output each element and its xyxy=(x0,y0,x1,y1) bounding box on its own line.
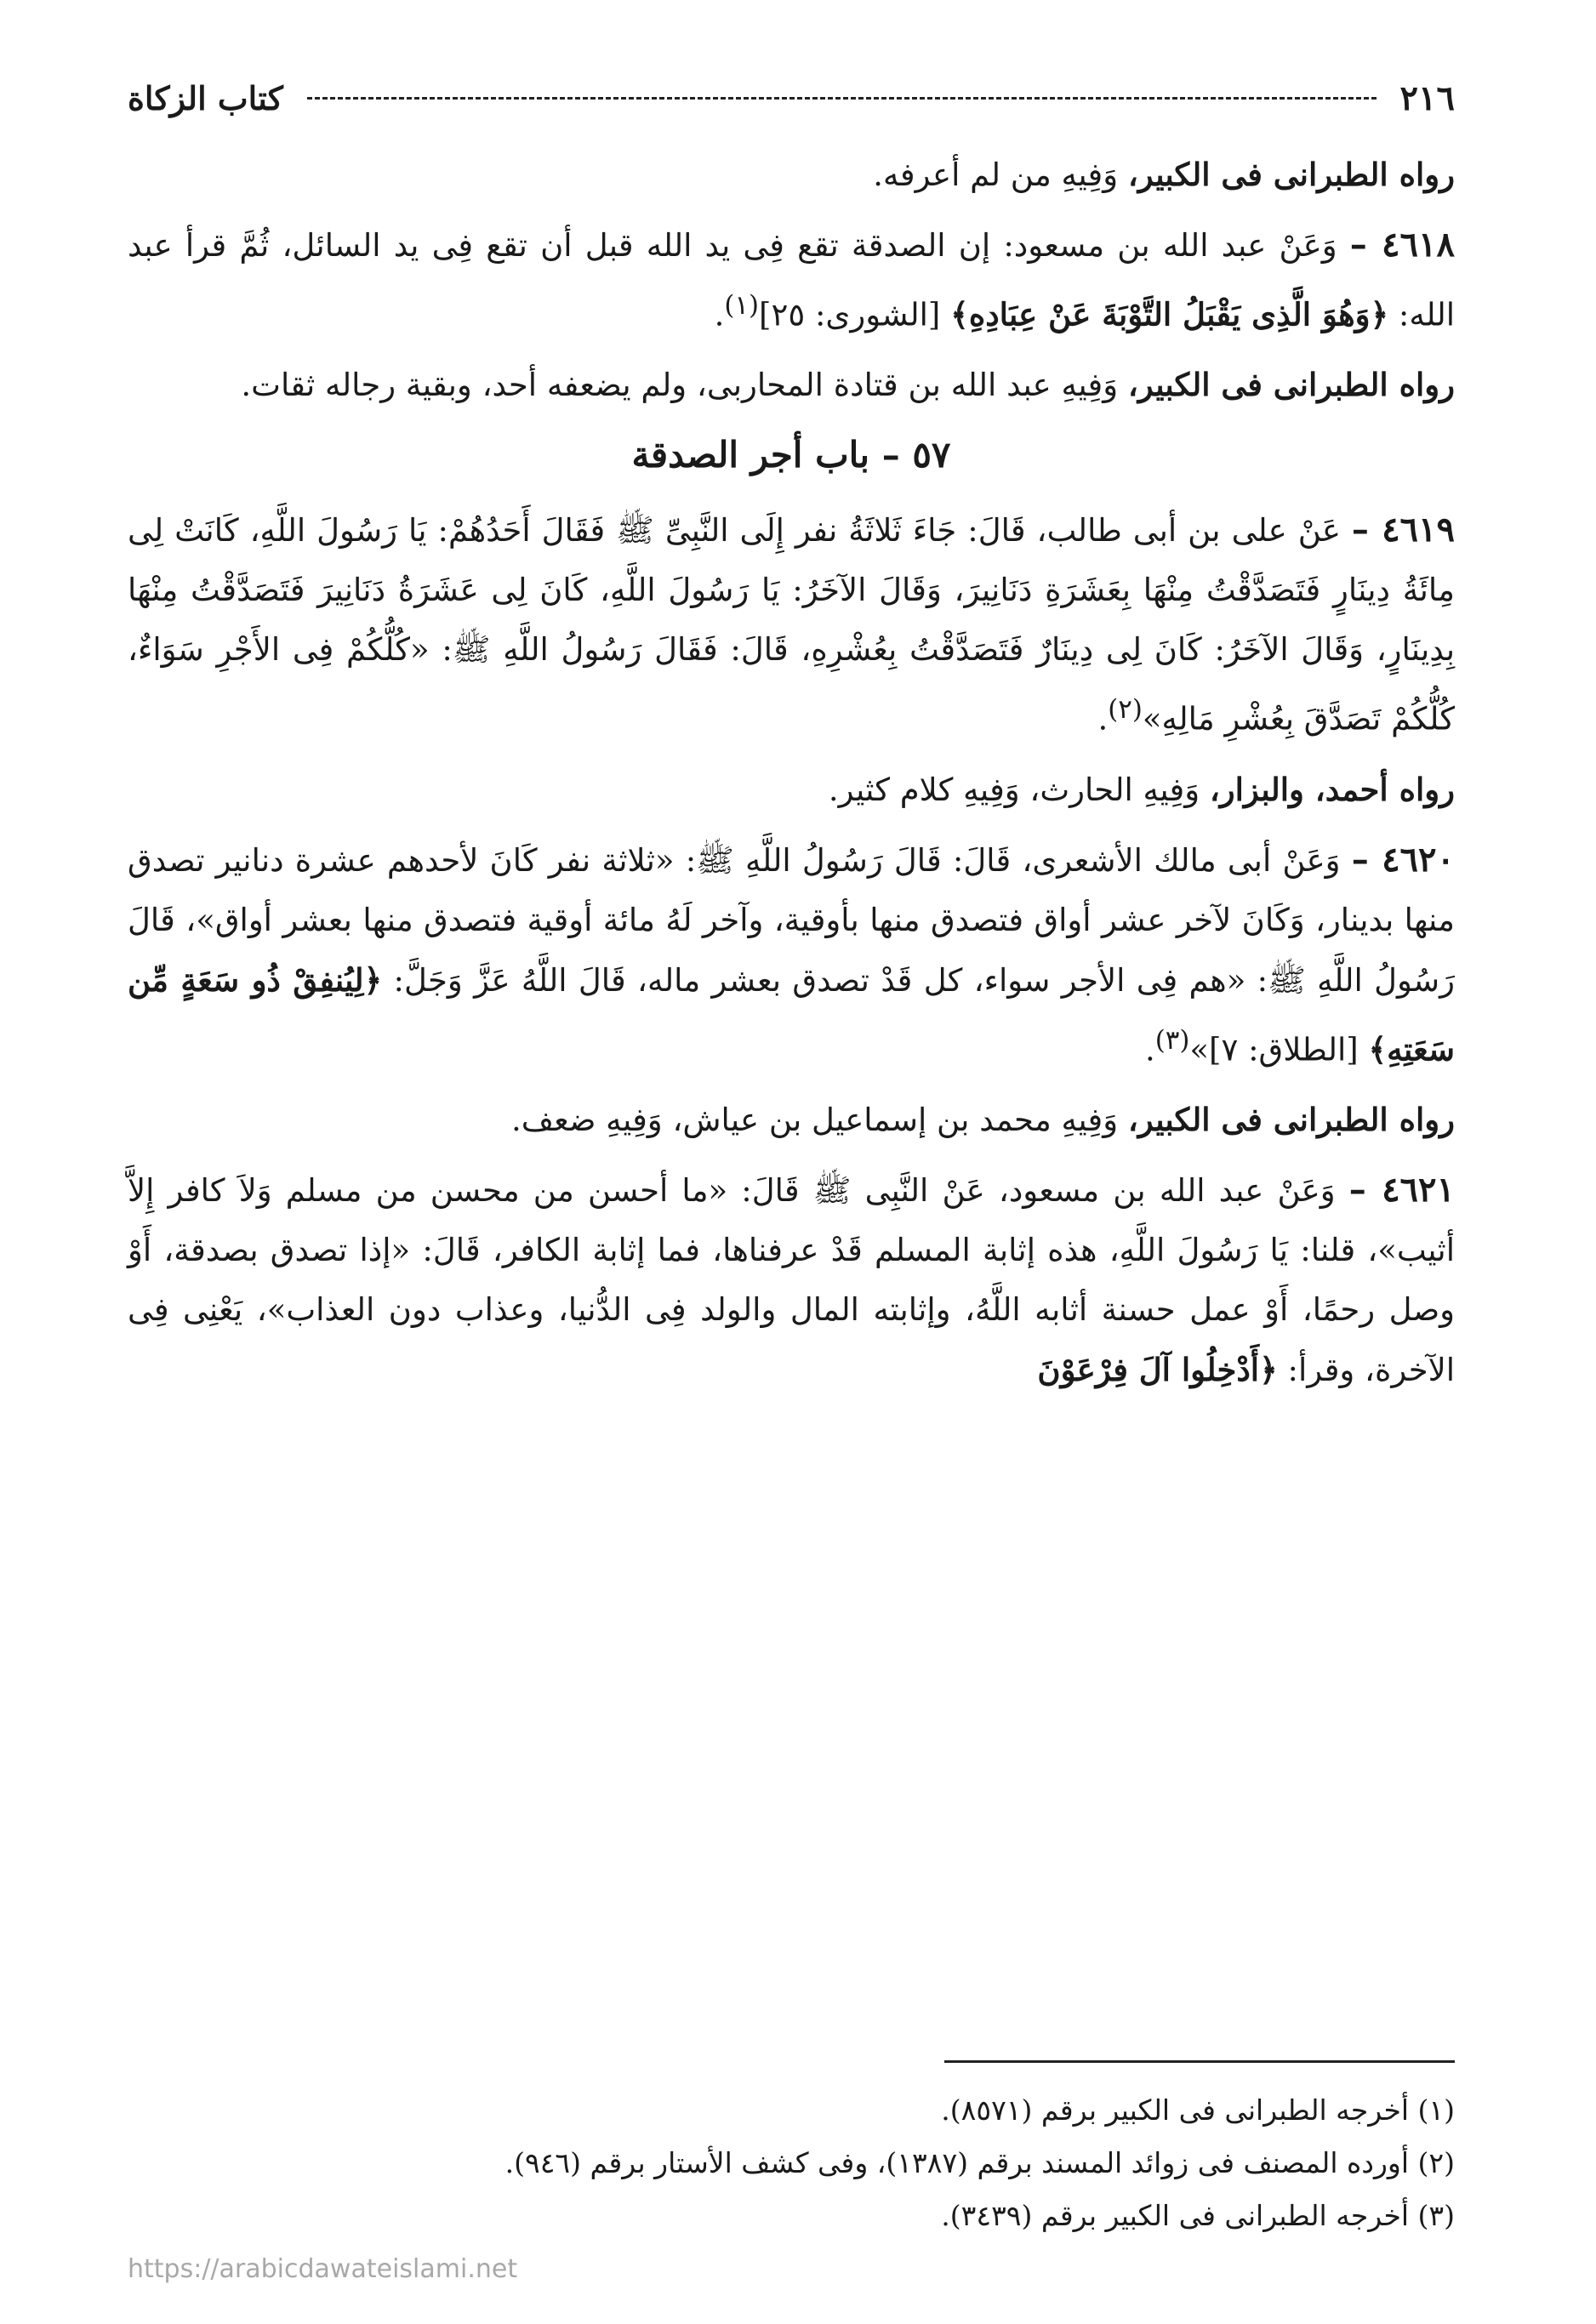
chapter-heading: ٥٧ – باب أجر الصدقة xyxy=(631,434,951,476)
hadith-4620 xyxy=(128,830,1455,1079)
paragraph-attribution-2 xyxy=(128,355,1455,415)
source-label: رواه الطبرانى فى الكبير، xyxy=(1127,1100,1455,1138)
source-label: رواه الطبرانى فى الكبير، xyxy=(1127,156,1455,193)
hadith-number: ٤٦١٩ – xyxy=(1351,510,1455,550)
hadith-text: وَعَنْ عبد الله بن مسعود: إن الصدقة تقع فِى يد الله قبل أن تقع فِى يد السائل، ثُمَّ قرأ عبد الله: xyxy=(128,227,1455,333)
page-number: ٢١٦ xyxy=(1399,77,1455,118)
source-label: رواه الطبرانى فى الكبير، xyxy=(1127,366,1455,404)
page-header xyxy=(128,68,1455,128)
hadith-text: وَعَنْ أبى مالك الأشعرى، قَالَ: قَالَ رَسُولُ اللَّهِ ﷺ: «ثلاثة نفر كَانَ لأحدهم عشرة دنانير تصدق منها بدينار، وَكَانَ لآخر عشر أواق فتصدق منها بأوقية، وآخر لَهُ مائة أوقية فتصدق منها بعشر أواق»، قَالَ رَسُولُ اللَّهِ ﷺ: «هم فِى الأجر سواء، كل قَدْ تصدق بعشر ماله، قَالَ اللَّهُ عَزَّ وَجَلَّ: xyxy=(128,841,1455,999)
attribution-text: وَفِيهِ من لم أعرفه. xyxy=(873,157,1128,193)
footnote-marker: (٢) xyxy=(1108,694,1143,726)
attribution-text: وَفِيهِ عبد الله بن قتادة المحاربى، ولم يضعفه أحد، وبقية رجاله ثقات. xyxy=(241,367,1128,404)
quran-verse: ﴿وَهُوَ الَّذِى يَقْبَلُ التَّوْبَةَ عَنْ عِبَادِهِ﴾ xyxy=(950,295,1389,333)
footnote-marker: (٣) xyxy=(1154,1024,1190,1056)
quran-verse: ﴿لِيُنفِقْ ذُو سَعَةٍ مِّن سَعَتِهِ﴾ xyxy=(128,960,1455,1068)
quran-verse: ﴿أَدْخِلُوا آلَ فِرْعَوْنَ xyxy=(1037,1350,1278,1388)
page xyxy=(128,51,1455,2297)
paragraph-attribution-3 xyxy=(128,760,1455,820)
paragraph-attribution-4 xyxy=(128,1090,1455,1150)
hadith-text: وَعَنْ عبد الله بن مسعود، عَنْ النَّبِى ﷺ قَالَ: «ما أحسن من محسن من مسلم وَلاَ كافر إِلاَّ أثيب»، قلنا: يَا رَسُولَ اللَّهِ، هذه إثابة المسلم قَدْ عرفناها، فما إثابة الكافر، قَالَ: «إذا تصدق بصدقة، أَوْ وصل رحمًا، أَوْ عمل حسنة أثابه اللَّهُ، وإثابته المال والولد فِى الدُّنيا، وعذاب دون العذاب»، يَعْنِى فِى الآخرة، وقرأ: xyxy=(128,1171,1455,1388)
footnote-2: (٢) أورده المصنف فى زوائد المسند برقم (١٣٨٧)، وفى كشف الأستار برقم (٩٤٦). xyxy=(504,2146,1455,2179)
verse-reference: [الطلاق: ٧]» xyxy=(1189,1030,1369,1068)
attribution-text: وَفِيهِ محمد بن إسماعيل بن عياش، وَفِيهِ ضعف. xyxy=(511,1101,1128,1138)
sentence-end: . xyxy=(1097,700,1109,738)
verse-reference: [الشورى: ٢٥] xyxy=(759,296,951,333)
book-title: كتاب الزكاة xyxy=(128,78,283,117)
hadith-4621 xyxy=(128,1160,1455,1400)
hadith-number: ٤٦٢٠ – xyxy=(1351,839,1455,880)
sentence-end: . xyxy=(714,296,725,333)
hadith-number: ٤٦١٨ – xyxy=(1349,225,1455,265)
footnote-3: (٣) أخرجه الطبرانى فى الكبير برقم (٣٤٣٩). xyxy=(941,2199,1455,2232)
paragraph-attribution-1 xyxy=(128,145,1455,205)
hadith-number: ٤٦٢١ – xyxy=(1348,1169,1455,1210)
source-label: رواه أحمد، والبزار، xyxy=(1209,770,1455,808)
sentence-end: . xyxy=(1144,1030,1155,1068)
footnote-1: (١) أخرجه الطبرانى فى الكبير برقم (٨٥٧١). xyxy=(941,2093,1455,2127)
footnote-marker: (١) xyxy=(724,290,760,321)
footnotes xyxy=(128,2086,1455,2244)
header-rule xyxy=(307,97,1377,100)
footnote-separator xyxy=(944,2060,1455,2063)
watermark-url: https://arabicdawateislami.net xyxy=(128,2254,518,2284)
page-body xyxy=(128,145,1455,1410)
hadith-text: عَنْ على بن أبى طالب، قَالَ: جَاءَ ثَلاثَةُ نفر إِلَى النَّبِىِّ ﷺ فَقَالَ أَحَدُهُمْ: يَا رَسُولَ اللَّهِ، كَانَتْ لِى مِائَةُ دِينَارٍ فَتَصَدَّقْتُ مِنْهَا بِعَشَرَةِ دَنَانِيرَ، وَقَالَ الآخَرُ: يَا رَسُولَ اللَّهِ، كَانَ لِى عَشَرَةُ دَنَانِيرَ فَتَصَدَّقْتُ مِنْهَا بِدِينَارٍ، وَقَالَ الآخَرُ: كَانَ لِى دِينَارٌ فَتَصَدَّقْتُ بِعُشْرِهِ، قَالَ: فَقَالَ رَسُولُ اللَّهِ ﷺ: «كُلُّكُمْ فِى الأَجْرِ سَوَاءٌ، كُلُّكُمْ تَصَدَّقَ بِعُشْرِ مَالِهِ» xyxy=(128,512,1455,738)
hadith-4618 xyxy=(128,215,1455,345)
hadith-4619 xyxy=(128,500,1455,749)
attribution-text: وَفِيهِ الحارث، وَفِيهِ كلام كثير. xyxy=(828,771,1210,808)
